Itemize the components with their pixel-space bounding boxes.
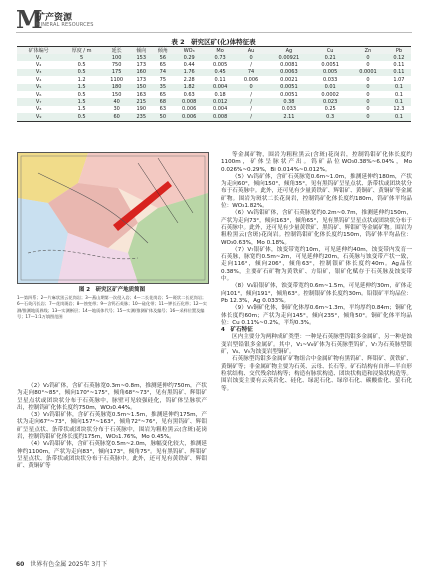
table-cell: 40 (103, 98, 131, 105)
table-cell: 0.1 (387, 91, 411, 98)
body-paragraph: （8）V₈铅银矿体，蚀变带宽约0.6m~1.5m，可见延伸约30m，矿体走向101°，倾向191°，倾角63°。控制银矿体长度约30m。铅银矿平均品位：Pb 12.3%，Ag 0.033%。 (221, 283, 412, 304)
geology-map (17, 152, 209, 284)
body-paragraph: （6）V₆钨钼矿体，含矿石英脉宽约0.2m~0.7m，推测延伸约150m，产状为走向73°，倾向163°，倾角65°，见有黑钨矿呈星点状或团块状分布于石英脉中。此外，还可见有少量黄铁矿、黑钨矿、辉钼矿等金属矿物。围岩为粗粒黑云(含斑)花岗岩。控制钨钼矿化体长度约150m，钨矿体平均品位：WO₃0.63%，Mo 0.18%。 (221, 210, 412, 246)
table-cell: 0 (349, 54, 387, 61)
table-cell: 1.07 (387, 76, 411, 83)
header-divider (16, 32, 412, 33)
table-cell: 173 (130, 61, 152, 68)
section-heading: 4 矿石特征 (221, 327, 253, 334)
table-cell: V₁ (17, 54, 60, 61)
table-cell: 0.033 (311, 76, 349, 83)
table-cell: 1.5 (60, 106, 103, 113)
footer-journal: 世界有色金属 (30, 561, 67, 568)
journal-section-title: 矿产资源 (36, 13, 73, 23)
table-cell: 0.45 (205, 69, 236, 76)
table-cell: 68 (152, 98, 174, 105)
table-cell: 0.1 (387, 113, 411, 121)
table-cell: 0 (349, 106, 387, 113)
table-cell: 150 (130, 84, 152, 91)
table-header-cell: Pb (387, 47, 411, 55)
table-cell: 0 (349, 98, 387, 105)
table-cell: 180 (103, 84, 131, 91)
table-row (17, 54, 411, 61)
table-cell: 163 (130, 91, 152, 98)
table-cell: 0.004 (205, 84, 236, 91)
body-paragraph: 石英脉型钨钼多金属矿矿物组合中金属矿物有黑钨矿、辉钼矿、黄铁矿、黄铜矿等；非金属矿物主要为石英、云母、长石等。矿石结构有自形—半自形粒状结构、交代残余结构等；构造有脉状构造、团块状构造和浸染状构造等。围岩蚀变主要有云英岩化、硅化、绿泥石化、绿帘石化、碳酸盐化、萤石化等。 (221, 356, 412, 392)
body-paragraph: （5）V₅钨矿体，含矿石英脉宽0.6m~1.0m，推测延伸约180m，产状为走向60°，倾向150°，倾角35°，见有黑钨矿呈星点状、条带状或团块状分布于石英脉中。此外，还可见有少量黄铁矿、辉钼矿、黄铜矿、黄铜矿等金属矿物。围岩为斑状二长花岗岩，控制钨矿化体长度约180m，钨矿体平均品位：WO₃1.82%。 (221, 173, 412, 210)
table-cell: 0.023 (311, 98, 349, 105)
table-cell: 0.21 (311, 54, 349, 61)
table-cell: 2.28 (174, 76, 205, 83)
table-cell: 0.11 (387, 61, 411, 68)
table-cell: 0.1 (387, 98, 411, 105)
table-cell: 0.012 (205, 98, 236, 105)
table-row (17, 98, 411, 105)
table-header-cell: Au (236, 47, 267, 55)
table-cell: 173 (130, 76, 152, 83)
table-cell: 0.5 (60, 91, 103, 98)
table-header-cell: Zn (349, 47, 387, 55)
table-cell: 1.76 (174, 69, 205, 76)
table-row (17, 76, 411, 83)
left-column-text (17, 383, 207, 471)
table-cell: V₇ (17, 98, 60, 105)
table-cell: 0.5 (60, 61, 103, 68)
body-paragraph: （7）V₇银矿体，蚀变带宽约10m，可见延伸约40m，蚀变带内发育一石英脉，脉宽约0.5m~2m，可见延伸约20m，石英脉与蚀变带产状一致，走向116°，倾向206°，倾角63°，控制银矿体长度约40m。Ag品位0.38%，主要矿石矿物为黄铁矿、方铅矿，银矿化赋存于石英脉及蚀变带中。 (221, 246, 412, 283)
table-header-cell: WO₃ (174, 47, 205, 55)
table-cell: 0.008 (174, 98, 205, 105)
table-cell: 0.5 (60, 69, 103, 76)
table-cell: 153 (130, 54, 152, 61)
figure-caption: 图 2 研究区矿产地质简图 (78, 287, 146, 293)
table-cell: 0.005 (205, 61, 236, 68)
table-cell: 0.44 (174, 61, 205, 68)
table-cell: 0.0051 (311, 61, 349, 68)
table-cell: 5 (60, 54, 103, 61)
page-number: 60 (16, 561, 25, 568)
table-header-cell: Ag (267, 47, 312, 55)
table-cell: V₂ (17, 61, 60, 68)
table-cell: 0.005 (311, 69, 349, 76)
table-cell: 0 (349, 113, 387, 121)
table-cell: 0.01 (311, 84, 349, 91)
table-cell: V₉ (17, 113, 60, 121)
table-cell: 50 (152, 113, 174, 121)
table-cell: 0.006 (236, 76, 267, 83)
table-cell: 0.29 (174, 54, 205, 61)
table-cell: 12.3 (387, 106, 411, 113)
table-cell: 0.006 (174, 106, 205, 113)
table-title: 表 2 研究区矿(化)体特征表 (171, 38, 256, 46)
table-cell: 0.18 (205, 91, 236, 98)
table-cell: 1.5 (60, 84, 103, 91)
table-cell: 0.25 (311, 106, 349, 113)
table-header-row (17, 47, 411, 55)
table-header-cell: 延长 (103, 47, 131, 55)
table-cell: 0.0051 (267, 84, 312, 91)
body-paragraph: （9）V₉铜矿化体，铜矿化体厚0.6m~1.3m，平均厚约0.84m；铜矿化体长度约60m；产状为走向145°，倾向235°，倾角50°。铜矿化体平均品位：Cu 0.11%~0.2%，平均0.3%。 (221, 305, 412, 326)
journal-header (16, 5, 412, 34)
table-cell: 74 (152, 69, 174, 76)
table-row (17, 84, 411, 91)
body-paragraph: （3）V₃钨钼矿体，含矿石英脉宽0.5m~1.5m，推测延伸约175m，产状为走向67°~73°，倾向157°~163°，倾角72°~76°，见有黑钨矿、辉钼矿呈星点状、条带状或团块状分布于石英脉中，围岩为粗粒黑云(含斑)花岗岩，控制钨钼矿化体长度约175m，WO₃1.76%，Mo 0.45%。 (17, 412, 207, 441)
orebody-table (17, 46, 411, 122)
table-cell: 1.2 (60, 76, 103, 83)
table-cell: 0.5 (60, 113, 103, 121)
table-cell: 2.11 (267, 113, 312, 121)
table-header-cell: 厚度 / m (60, 47, 103, 55)
table-cell: 63 (152, 106, 174, 113)
table-cell: 0.004 (205, 106, 236, 113)
table-cell: 0.0051 (267, 91, 312, 98)
table-cell: 0.00921 (267, 54, 312, 61)
table-cell: 30 (103, 106, 131, 113)
footer-issue: 2025年 3月下 (68, 561, 108, 568)
table-cell: V₈ (17, 106, 60, 113)
body-paragraph: （2）V₂钨矿体，含矿石英脉宽0.3m~0.8m，推测延伸约750m，产状为走向80°~85°，倾向170°~175°，倾角68°~73°，见有黑钨矿、辉钼矿呈星点状或团块状分布于石英脉中，脉壁可见较强硅化，钨矿体呈脉状产出，控制钨矿化体长度约750m，WO₃0.44%。 (17, 383, 207, 411)
table-cell: V₃ (17, 69, 60, 76)
table-cell: 100 (103, 54, 131, 61)
table-cell: 0 (349, 84, 387, 91)
table-header-cell: Mo (205, 47, 236, 55)
table-cell: 0.12 (387, 54, 411, 61)
body-paragraph: （4）V₄钨钼矿体，含矿石英脉宽0.5m~2.0m，脉幅变化较大，推测延伸约1100m，产状为走向83°，倾向173°，倾角75°。见有黑钨矿、辉钼矿呈星点状、条带状或团块状分布于石英脉中。此外，还可见有黄铁矿、辉钼矿、黄铜矿等 (17, 441, 207, 470)
table-cell: / (236, 91, 267, 98)
table-cell: 235 (130, 113, 152, 121)
table-cell: 75 (152, 76, 174, 83)
table-cell: 175 (103, 69, 131, 76)
table-cell: 0.033 (267, 106, 312, 113)
table-cell: 0.0081 (267, 61, 312, 68)
table-cell: 65 (152, 91, 174, 98)
table-cell: 0.0063 (267, 69, 312, 76)
table-cell: 0.3 (311, 113, 349, 121)
table-cell: / (236, 106, 267, 113)
table-row (17, 69, 411, 76)
body-paragraph: 区内主要分为两种成矿类型：一种是石英脉型钨钼多金属矿，另一种是蚀变岩型铅银多金属矿。其中，V₁~V₆矿体为石英脉型钨矿，V₇为石英脉型银矿，V₈、V₉为蚀变岩型铜矿。 (221, 334, 412, 356)
table-cell: 0 (349, 76, 387, 83)
page-footer (16, 559, 107, 568)
table-cell: 1.5 (60, 98, 103, 105)
table-cell: V₄ (17, 76, 60, 83)
table-cell: 0.73 (205, 54, 236, 61)
table-cell: V₆ (17, 91, 60, 98)
table-cell: 750 (103, 61, 131, 68)
table-cell: 0.0001 (349, 69, 387, 76)
table-cell: 0.008 (205, 113, 236, 121)
table-cell: 0.38 (267, 98, 312, 105)
table-cell: 0 (349, 91, 387, 98)
table-cell: 215 (130, 98, 152, 105)
table-cell: / (236, 98, 267, 105)
table-header-cell: 倾向 (130, 47, 152, 55)
table-row (17, 61, 411, 68)
table-cell: 65 (152, 61, 174, 68)
journal-logo-mark: M (16, 5, 43, 34)
geology-map-svg (18, 153, 208, 283)
body-paragraph: 等金属矿物，围岩为粗粒黑云(含斑)花岗岩，控制钨钼矿化体长度约1100m，矿体呈脉状产出。钨矿品位WO₃0.38%~6.04%，Mo 0.026%~0.29%，Bi 0.014%~0.012%。 (221, 152, 412, 173)
table-cell: 0.11 (205, 76, 236, 83)
journal-section-subtitle: MINERAL RESOURCES (36, 22, 94, 28)
table-cell: 190 (130, 106, 152, 113)
table-cell: 150 (103, 91, 131, 98)
table-cell: / (236, 113, 267, 121)
table-cell: 1100 (103, 76, 131, 83)
table-cell: 0.006 (174, 113, 205, 121)
right-column-text (221, 152, 412, 393)
table-cell: 74 (236, 69, 267, 76)
table-cell: 1.82 (174, 84, 205, 91)
table-cell: 35 (152, 84, 174, 91)
table-cell: 0.63 (174, 91, 205, 98)
table-row (17, 106, 411, 113)
table-cell: 0.0021 (267, 76, 312, 83)
table-cell: 0 (236, 84, 267, 91)
table-cell: 0.11 (387, 69, 411, 76)
table-cell: 160 (130, 69, 152, 76)
table-cell: 0 (236, 54, 267, 61)
table-cell: / (236, 61, 267, 68)
figure-legend: 1—第四系；2—片麻状黑云花岗岩；3—燕山期第一次侵入岩；4—二长花岗岩；5—斑状二长花岗岩；6—石英闪长岩；7—花岗斑岩；8—蚀变带；9—含钨石英脉；10—硅化带；11—钾长石化带；12—实测/推测地质界线；13—实测断层；14—地质体代号；15—实测/推测矿体及编号；16—采样位置及编号；17—1:1万填图范围 (17, 295, 207, 320)
table-header-cell: 倾角 (152, 47, 174, 55)
table-cell: 0.0002 (311, 91, 349, 98)
table-row (17, 91, 411, 98)
table-cell: 60 (103, 113, 131, 121)
table-header-cell: Cu (311, 47, 349, 55)
table-cell: V₅ (17, 84, 60, 91)
table-row (17, 113, 411, 121)
table-cell: 0.1 (387, 84, 411, 91)
table-header-cell: 矿体编号 (17, 47, 60, 55)
table-cell: 56 (152, 54, 174, 61)
table-cell: 0 (349, 61, 387, 68)
